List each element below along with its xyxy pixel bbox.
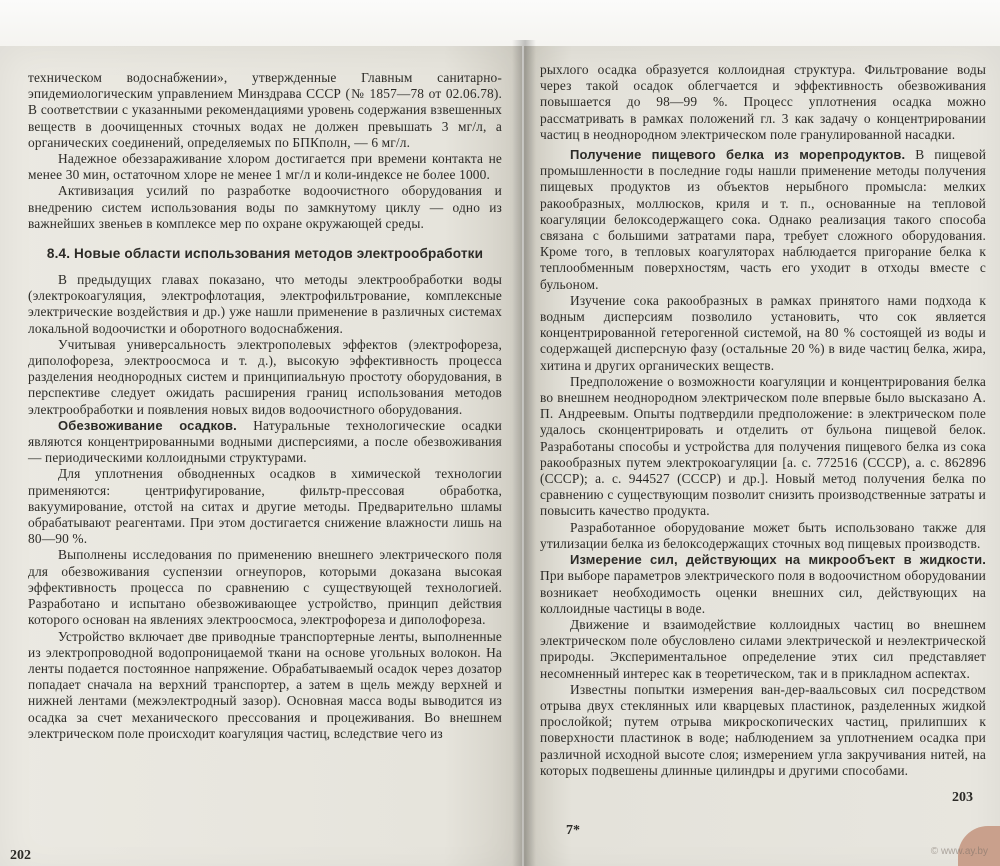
page-number-left: 202 [10, 848, 31, 863]
paragraph-text: В пищевой промышленности в последние годы нашли применение методы получения пищевых продуктов из объектов нерыбного промысла: мелких ракообразных, моллюсков, криля и т. п., основанные на тепловой коагуляции белоксодержащего сока. Однако реализация такого способа связана с большими затратами пара, требует сложного оборудования. Кроме того, в тепловых коагуляторах наблюдается пригорание белка к теплообменным поверхностям, часть его уходит в отходы вместе с бульоном. [540, 147, 987, 292]
paragraph: Выполнены исследования по применению внешнего электрического поля для обезвоживания суспензии огнеупоров, которыми доказана высокая эффективность процесса по сравнению с существующей технологией. Разработано и испытано обезвоживающее устройство, принцип действия которого основан на явлениях электроосмоса, электрофореза и диполофореза. [28, 547, 502, 628]
paragraph [540, 147, 986, 293]
paragraph: Надежное обеззараживание хлором достигается при времени контакта не менее 30 мин, остаточном хлоре не менее 1 мг/л и коли-индексе не более 1000. [28, 151, 502, 183]
run-in-heading: Измерение сил, действующих на микрообъект в жидкости. [570, 552, 986, 568]
paragraph [28, 418, 502, 467]
run-in-heading: Получение пищевого белка из морепродуктов. [570, 147, 906, 163]
paragraph: Для уплотнения обводненных осадков в химической технологии применяются: центрифугирование, фильтр-прессовая обработка, вакуумирование, отстой на ситах и другие методы. Предварительно шламы обрабатывают реагентами. При этом достигается снижение влажности лишь на 80—90 %. [28, 466, 502, 547]
signature-mark: 7* [566, 823, 580, 838]
paragraph: Движение и взаимодействие коллоидных частиц во внешнем электрическом поле обусловлено силами электрической и неэлектрической природы. Экспериментальное определение этих сил представляет несомненный интерес как в теоретическом, так и в прикладном аспектах. [540, 616, 986, 681]
paragraph: рыхлого осадка образуется коллоидная структура. Фильтрование воды через такой осадок облегчается и эффективность обезвоживания повышается до 98—99 %. Процесс уплотнения осадка можно рассматривать в рамках положений гл. 3 как задачу о концентрировании частиц в неоднородном электрическом поле гранулированной насадки. [540, 62, 986, 142]
paragraph: техническом водоснабжении», утвержденные Главным санитарно-эпидемиологическим управлением Минздрава СССР (№ 1857—78 от 02.06.78). В соответствии с указанными рекомендациями уровень содержания взвешенных веществ в доочищенных сточных водах не должен превышать 3 мг/л, а органических соединений, определяемых по БПКполн, — 6 мг/л. [28, 70, 502, 150]
paragraph: Разработанное оборудование может быть использовано также для утилизации белка из белоксодержащих сточных вод пищевых производств. [540, 519, 986, 551]
paragraph-text: При выборе параметров электрического поля в водоочистном оборудовании возникает необходимость оценки внешних сил, действующих на коллоидные частицы в воде. [540, 568, 986, 616]
paragraph: В предыдущих главах показано, что методы электрообработки воды (электрокоагуляция, электрофлотация, электрофильтрование, комплексные электрические воздействия и др.) уже нашли применение в различных системах локальной водоочистки и оборотного водоснабжения. [28, 272, 502, 336]
right-text-column [540, 62, 986, 779]
run-in-heading: Обезвоживание осадков. [58, 417, 237, 433]
paragraph: Предположение о возможности коагуляции и концентрирования белка во внешнем неоднородном электрическом поле впервые было высказано А. П. Андреевым. Опыты подтвердили предположение: в электрическом поле удалось сконцентрировать и отделить от бульона пищевой белок. Разработаны способы и устройства для получения пищевого белка из сока ракообразных путем электрокоагуляции [а. с. 772516 (СССР), а. с. 862896 (СССР); а. с. 944527 (СССР) и др.]. Новый метод получения белка по сравнению с существующим позволит снизить производственные затраты и повысить качество продукта. [540, 373, 986, 519]
paragraph: Учитывая универсальность электрополевых эффектов (электрофореза, диполофореза, электроосмоса и т. д.), высокую эффективность процесса разделения неоднородных систем и принципиальную простоту оборудования, в перспективе следует ожидать расширения границ использования методов электрообработки и появления новых видов водоочистного оборудования. [28, 336, 502, 417]
paragraph [540, 552, 986, 617]
paragraph: Устройство включает две приводные транспортерные ленты, выполненные из электропроводной водопроницаемой ткани на основе угольных волокон. На ленты подается постоянное напряжение. Обрабатываемый осадок через дозатор попадает сначала на верхний транспортер, а затем в щель между верхней и нижней лентами (межэлектродный зазор). Основная масса воды выводится из осадка за счет механического прессования и процеживания. Во внешнем электрическом поле происходит коагуляция частиц, вследствие чего из [28, 628, 502, 741]
paragraph: Активизация усилий по разработке водоочистного оборудования и внедрению систем использования воды по замкнутому циклу — одно из важнейших звеньев в комплексе мер по охране окружающей среды. [28, 183, 502, 231]
section-heading: 8.4. Новые области использования методов электрообработки [46, 246, 484, 262]
page-number-right: 203 [952, 790, 973, 805]
watermark: © www.ay.by [930, 846, 988, 857]
book-gutter [512, 40, 536, 866]
paragraph: Известны попытки измерения ван-дер-ваальсовых сил посредством отрыва двух стеклянных или кварцевых пластинок, разделенных жидкой прослойкой; путем отрыва микроскопических частиц, прилипших к поверхности пластинок в воде; наблюдением за уплотнением осадка при различной исходной высоте слоя; измерением угла закручивания нитей, на которых подвешены длинные цилиндры и другими способами. [540, 681, 986, 778]
paragraph: Изучение сока ракообразных в рамках принятого нами подхода к водным дисперсиям позволило установить, что сок является концентрированной гетерогенной системой, на 80 % состоящей из воды и содержащей дисперсную фазу (остальные 20 %) в виде частиц белка, жира, хитина и других органических веществ. [540, 292, 986, 373]
left-text-column [28, 70, 502, 742]
paragraph-text: Натуральные технологические осадки являются концентрированными водными дисперсиями, а после обезвоживания — периодическими коллоидными структурами. [28, 417, 502, 466]
